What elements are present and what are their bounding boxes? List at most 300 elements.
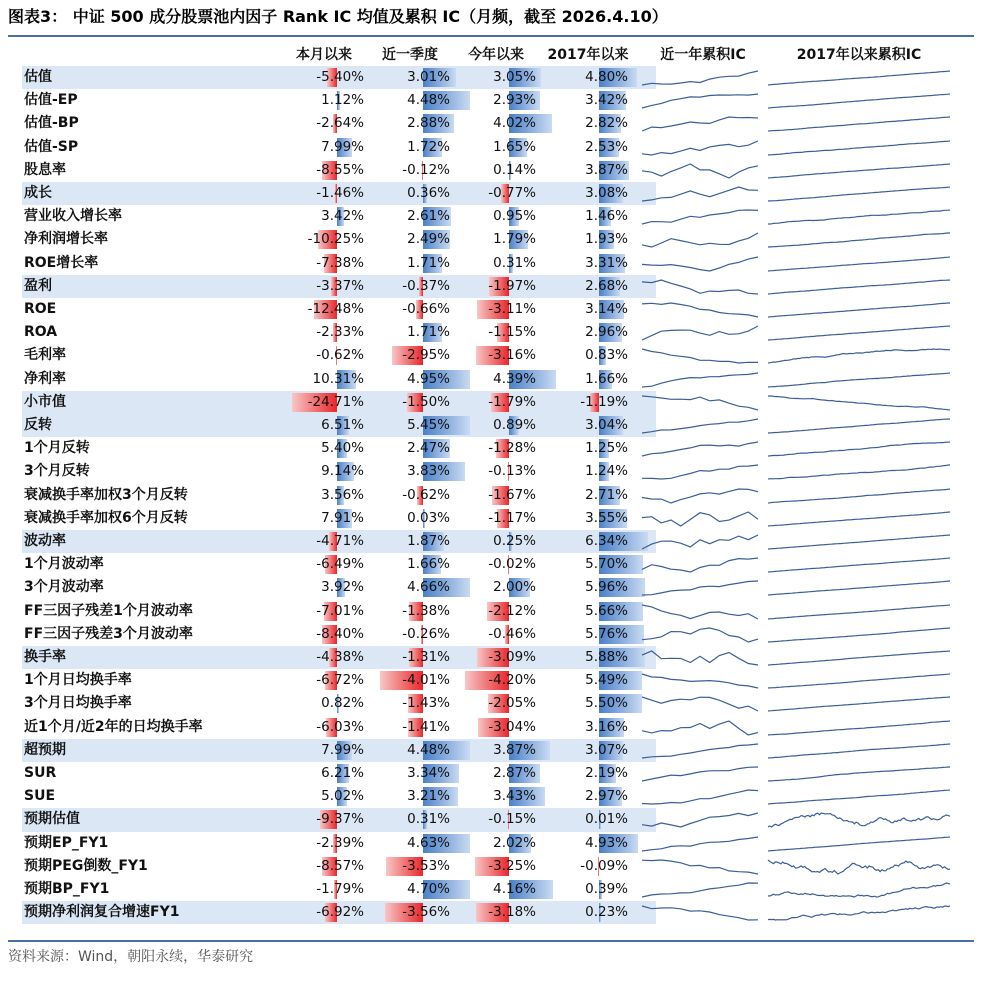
sparkline-path — [642, 94, 758, 108]
ic-value: -2.64% — [316, 115, 364, 132]
ic-cell — [282, 786, 366, 807]
sparkline-path — [768, 303, 950, 317]
ic-value: 4.95% — [407, 370, 450, 387]
sparkline-since-2017 — [766, 623, 952, 646]
ic-cell — [282, 485, 366, 506]
column-header: 近一季度 — [382, 47, 438, 63]
sparkline-path — [642, 349, 758, 363]
ic-value: 9.14% — [321, 463, 364, 480]
table-row — [22, 205, 656, 228]
ic-cell — [540, 299, 630, 320]
ic-cell — [368, 809, 452, 830]
sparkline-path — [768, 628, 950, 642]
sparkline-1y — [640, 298, 760, 321]
sparkline-path — [768, 489, 950, 503]
table-row — [22, 437, 656, 460]
sparkline-since-2017 — [766, 414, 952, 437]
ic-value: 5.76% — [585, 625, 628, 642]
ic-cell — [454, 206, 538, 227]
sparkline-since-2017 — [766, 507, 952, 530]
ic-value: -4.38% — [316, 649, 364, 665]
ic-value: 0.89% — [493, 417, 536, 433]
sparkline-path — [768, 721, 950, 735]
ic-cell — [540, 647, 630, 668]
ic-cell — [540, 693, 630, 714]
sparkline-path — [768, 465, 950, 479]
sparkline-1y — [640, 368, 760, 391]
ic-value: -3.09% — [488, 649, 536, 665]
ic-value: -0.62% — [316, 347, 364, 364]
table-row — [22, 391, 656, 414]
sparkline-path — [642, 164, 758, 178]
ic-value: 2.61% — [407, 208, 450, 225]
ic-cell — [540, 601, 630, 622]
table-row — [22, 832, 656, 855]
ic-cell — [282, 137, 366, 158]
ic-value: 5.50% — [585, 695, 628, 712]
ic-value: 6.34% — [585, 533, 628, 549]
table-row — [22, 855, 656, 878]
factor-name: 预期PEG倒数_FY1 — [24, 857, 148, 874]
table-row — [22, 692, 656, 715]
ic-cell — [540, 554, 630, 575]
table-row — [22, 762, 656, 785]
page-title: 图表3： 中证 500 成分股票池内因子 Rank IC 均值及累积 IC（月频，截至 2026.4.10） — [8, 7, 668, 26]
ic-value: 4.93% — [585, 834, 628, 851]
ic-cell — [368, 531, 452, 552]
ic-cell — [540, 322, 630, 343]
ic-cell — [282, 322, 366, 343]
factor-name: 1个月反转 — [24, 440, 90, 457]
sparkline-1y — [640, 901, 760, 924]
sparkline-since-2017 — [766, 344, 952, 367]
sparkline-path — [768, 373, 950, 387]
factor-name: 估值 — [24, 69, 52, 85]
ic-value: -1.38% — [402, 602, 450, 619]
table-row — [22, 112, 656, 135]
ic-value: -4.71% — [316, 533, 364, 549]
ic-value: 7.99% — [321, 741, 364, 758]
ic-cell — [368, 253, 452, 274]
ic-value: -1.79% — [316, 881, 364, 897]
ic-cell — [282, 624, 366, 645]
sparkline-path — [642, 605, 758, 619]
factor-name: 预期净利润复合增速FY1 — [24, 904, 180, 921]
ic-cell — [540, 763, 630, 784]
sparkline-1y — [640, 785, 760, 808]
sparkline-1y — [640, 623, 760, 646]
ic-cell — [540, 67, 630, 88]
table-row — [22, 275, 656, 298]
ic-cell — [368, 670, 452, 691]
ic-cell — [540, 740, 630, 761]
ic-cell — [454, 345, 538, 366]
table-row — [22, 808, 656, 831]
sparkline-path — [768, 535, 950, 549]
ic-cell — [454, 183, 538, 204]
factor-name: FF三因子残差3个月波动率 — [24, 625, 193, 642]
ic-value: -0.46% — [488, 625, 536, 642]
ic-cell — [540, 253, 630, 274]
sparkline-path — [768, 837, 950, 851]
sparkline-since-2017 — [766, 646, 952, 669]
ic-cell — [282, 856, 366, 877]
table-row — [22, 136, 656, 159]
ic-value: 1.24% — [585, 463, 628, 480]
ic-value: -1.46% — [316, 185, 364, 201]
ic-value: 3.55% — [585, 509, 628, 526]
sparkline-path — [642, 280, 758, 294]
ic-value: 0.01% — [585, 811, 628, 828]
factor-name: 近1个月/近2年的日均换手率 — [24, 718, 203, 735]
sparkline-path — [768, 141, 950, 155]
sparkline-path — [642, 465, 758, 479]
table-row — [22, 368, 656, 391]
ic-cell — [540, 206, 630, 227]
ic-value: 3.01% — [407, 69, 450, 85]
ic-value: -2.12% — [488, 602, 536, 619]
ic-cell — [282, 392, 366, 413]
ic-cell — [454, 786, 538, 807]
ic-value: 1.79% — [493, 231, 536, 248]
ic-cell — [282, 879, 366, 900]
ic-value: 4.16% — [493, 881, 536, 897]
sparkline-since-2017 — [766, 368, 952, 391]
table-row — [22, 507, 656, 530]
sparkline-1y — [640, 228, 760, 251]
sparkline-path — [768, 605, 950, 619]
ic-cell — [454, 879, 538, 900]
table-row — [22, 66, 656, 89]
ic-cell — [540, 809, 630, 830]
ic-value: 2.02% — [493, 834, 536, 851]
ic-value: 5.02% — [321, 788, 364, 805]
ic-value: 1.87% — [407, 533, 450, 549]
sparkline-since-2017 — [766, 391, 952, 414]
ic-value: -1.41% — [402, 718, 450, 735]
ic-cell — [368, 624, 452, 645]
factor-name: 估值-BP — [24, 115, 79, 132]
factor-name: ROE — [24, 301, 57, 317]
sparkline-1y — [640, 391, 760, 414]
sparkline-path — [642, 489, 758, 503]
factor-name: 估值-SP — [24, 138, 79, 155]
ic-value: 0.82% — [321, 695, 364, 712]
factor-name: 衰减换手率加权6个月反转 — [24, 509, 188, 526]
ic-cell — [540, 508, 630, 529]
ic-cell — [282, 740, 366, 761]
ic-value: -0.13% — [488, 463, 536, 480]
sparkline-1y — [640, 878, 760, 901]
sparkline-path — [642, 396, 758, 410]
factor-name: 预期BP_FY1 — [24, 881, 110, 897]
ic-cell — [540, 345, 630, 366]
ic-cell — [368, 415, 452, 436]
ic-value: -24.71% — [307, 393, 364, 410]
ic-cell — [368, 137, 452, 158]
sparkline-path — [768, 210, 950, 224]
sparkline-since-2017 — [766, 159, 952, 182]
factor-name: 换手率 — [24, 649, 66, 665]
table-row — [22, 298, 656, 321]
sparkline-path — [768, 790, 950, 804]
sparkline-path — [642, 813, 758, 827]
sparkline-path — [768, 164, 950, 178]
ic-value: 3.56% — [321, 486, 364, 503]
ic-cell — [454, 322, 538, 343]
table-row — [22, 878, 656, 901]
ic-cell — [540, 183, 630, 204]
ic-value: -2.05% — [488, 695, 536, 712]
ic-value: 3.14% — [585, 301, 628, 317]
sparkline-since-2017 — [766, 89, 952, 112]
ic-value: 2.96% — [585, 324, 628, 341]
sparkline-1y — [640, 112, 760, 135]
ic-cell — [368, 577, 452, 598]
ic-value: 3.31% — [585, 254, 628, 271]
ic-cell — [282, 461, 366, 482]
ic-cell — [282, 276, 366, 297]
ic-cell — [454, 415, 538, 436]
ic-cell — [454, 113, 538, 134]
ic-cell — [454, 856, 538, 877]
factor-name: 3个月反转 — [24, 463, 90, 480]
factor-name: 1个月日均换手率 — [24, 672, 132, 689]
table-row — [22, 553, 656, 576]
ic-value: -8.57% — [316, 857, 364, 874]
sparkline-path — [642, 117, 758, 131]
ic-cell — [282, 763, 366, 784]
factor-name: 波动率 — [24, 533, 66, 549]
ic-cell — [368, 601, 452, 622]
ic-cell — [540, 879, 630, 900]
sparkline-path — [642, 906, 758, 920]
ic-value: -3.04% — [488, 718, 536, 735]
ic-value: -1.43% — [402, 695, 450, 712]
sparkline-since-2017 — [766, 600, 952, 623]
sparkline-path — [642, 860, 758, 874]
ic-cell — [282, 647, 366, 668]
factor-name: 3个月波动率 — [24, 579, 104, 596]
ic-value: 3.43% — [493, 788, 536, 805]
sparkline-since-2017 — [766, 484, 952, 507]
sparkline-path — [642, 187, 758, 201]
factor-name: 净利润增长率 — [24, 231, 108, 248]
ic-cell — [454, 229, 538, 250]
sparkline-1y — [640, 762, 760, 785]
ic-cell — [540, 624, 630, 645]
ic-cell — [368, 229, 452, 250]
sparkline-path — [642, 535, 758, 549]
sparkline-path — [642, 721, 758, 735]
sparkline-path — [768, 396, 950, 410]
ic-cell — [282, 160, 366, 181]
table-row — [22, 623, 656, 646]
sparkline-path — [642, 651, 758, 665]
factor-name: 净利率 — [24, 370, 66, 387]
ic-cell — [368, 902, 452, 923]
ic-cell — [282, 554, 366, 575]
ic-value: 2.88% — [407, 115, 450, 132]
ic-value: -1.79% — [488, 393, 536, 410]
source-note: 资料来源：Wind，朝阳永续，华泰研究 — [8, 949, 254, 965]
sparkline-path — [642, 442, 758, 456]
sparkline-path — [642, 326, 758, 340]
ic-value: -1.50% — [402, 393, 450, 410]
ic-value: 2.19% — [585, 765, 628, 781]
sparkline-since-2017 — [766, 437, 952, 460]
ic-value: -1.31% — [402, 649, 450, 665]
table-row — [22, 669, 656, 692]
ic-value: -0.77% — [488, 185, 536, 201]
table-row — [22, 159, 656, 182]
ic-value: 1.72% — [407, 138, 450, 155]
ic-cell — [454, 693, 538, 714]
column-header: 今年以来 — [468, 47, 524, 63]
ic-value: 3.34% — [407, 765, 450, 781]
sparkline-1y — [640, 437, 760, 460]
sparkline-since-2017 — [766, 716, 952, 739]
sparkline-since-2017 — [766, 832, 952, 855]
ic-value: -3.53% — [402, 857, 450, 874]
ic-cell — [454, 647, 538, 668]
ic-value: -0.09% — [580, 857, 628, 874]
sparkline-1y — [640, 484, 760, 507]
factor-name: 成长 — [24, 185, 52, 201]
sparkline-path — [642, 257, 758, 271]
sparkline-since-2017 — [766, 808, 952, 831]
factor-name: 1个月波动率 — [24, 556, 104, 573]
table-row — [22, 901, 656, 924]
ic-value: 0.25% — [493, 533, 536, 549]
ic-value: 5.66% — [585, 602, 628, 619]
table-row — [22, 530, 656, 553]
sparkline-path — [768, 257, 950, 271]
ic-cell — [368, 276, 452, 297]
sparkline-path — [642, 674, 758, 688]
ic-value: 4.80% — [585, 69, 628, 85]
sparkline-since-2017 — [766, 182, 952, 205]
factor-name: 营业收入增长率 — [24, 208, 122, 225]
table-row — [22, 414, 656, 437]
ic-value: -0.12% — [402, 161, 450, 178]
ic-value: 2.87% — [493, 765, 536, 781]
sparkline-1y — [640, 716, 760, 739]
ic-cell — [368, 740, 452, 761]
sparkline-since-2017 — [766, 785, 952, 808]
ic-cell — [540, 670, 630, 691]
ic-cell — [540, 369, 630, 390]
sparkline-path — [642, 512, 758, 526]
ic-cell — [368, 554, 452, 575]
sparkline-path — [768, 349, 950, 363]
ic-value: 0.14% — [493, 161, 536, 178]
sparkline-since-2017 — [766, 136, 952, 159]
ic-cell — [540, 90, 630, 111]
sparkline-1y — [640, 89, 760, 112]
column-header: 2017年以来累积IC — [796, 47, 922, 63]
ic-cell — [368, 299, 452, 320]
sparkline-since-2017 — [766, 112, 952, 135]
ic-cell — [454, 833, 538, 854]
column-header: 近一年累积IC — [660, 47, 746, 63]
ic-cell — [282, 508, 366, 529]
sparkline-path — [768, 280, 950, 294]
ic-value: -2.39% — [316, 834, 364, 851]
ic-value: 6.21% — [321, 765, 364, 781]
ic-value: -0.66% — [402, 301, 450, 317]
ic-value: -4.01% — [402, 672, 450, 689]
ic-value: 5.88% — [585, 649, 628, 665]
factor-name: FF三因子残差1个月波动率 — [24, 602, 193, 619]
ic-value: 2.97% — [585, 788, 628, 805]
ic-cell — [282, 229, 366, 250]
ic-value: 1.65% — [493, 138, 536, 155]
ic-value: -7.01% — [316, 602, 364, 619]
sparkline-path — [768, 233, 950, 247]
ic-cell — [454, 508, 538, 529]
factor-name: 小市值 — [24, 393, 66, 410]
ic-value: 3.21% — [407, 788, 450, 805]
ic-value: -3.16% — [488, 347, 536, 364]
ic-value: -3.11% — [488, 301, 536, 317]
ic-value: -7.38% — [316, 254, 364, 271]
sparkline-since-2017 — [766, 669, 952, 692]
sparkline-path — [768, 744, 950, 758]
sparkline-since-2017 — [766, 901, 952, 924]
sparkline-path — [642, 210, 758, 224]
table-row — [22, 182, 656, 205]
ic-cell — [282, 253, 366, 274]
ic-cell — [282, 345, 366, 366]
sparkline-path — [768, 697, 950, 711]
ic-value: 2.68% — [585, 277, 628, 294]
ic-cell — [368, 763, 452, 784]
ic-cell — [540, 485, 630, 506]
ic-cell — [454, 369, 538, 390]
ic-cell — [454, 276, 538, 297]
ic-value: 3.05% — [493, 69, 536, 85]
sparkline-path — [768, 883, 950, 897]
ic-value: -2.33% — [316, 324, 364, 341]
ic-cell — [282, 90, 366, 111]
ic-value: 4.70% — [407, 881, 450, 897]
sparkline-1y — [640, 553, 760, 576]
ic-cell — [368, 345, 452, 366]
ic-cell — [454, 577, 538, 598]
table-row — [22, 252, 656, 275]
ic-value: -0.37% — [402, 277, 450, 294]
ic-value: 5.70% — [585, 556, 628, 573]
ic-value: 5.49% — [585, 672, 628, 689]
ic-cell — [454, 624, 538, 645]
ic-value: 3.87% — [585, 161, 628, 178]
ic-cell — [540, 531, 630, 552]
ic-cell — [454, 554, 538, 575]
sparkline-path — [768, 813, 950, 827]
ic-value: 2.00% — [493, 579, 536, 596]
table-row — [22, 646, 656, 669]
ic-cell — [282, 438, 366, 459]
ic-value: -6.49% — [316, 556, 364, 573]
ic-cell — [282, 531, 366, 552]
table-row — [22, 576, 656, 599]
ic-value: 0.83% — [585, 347, 628, 364]
ic-cell — [282, 902, 366, 923]
ic-value: -10.25% — [307, 231, 364, 248]
ic-value: 0.03% — [407, 509, 450, 526]
sparkline-1y — [640, 321, 760, 344]
